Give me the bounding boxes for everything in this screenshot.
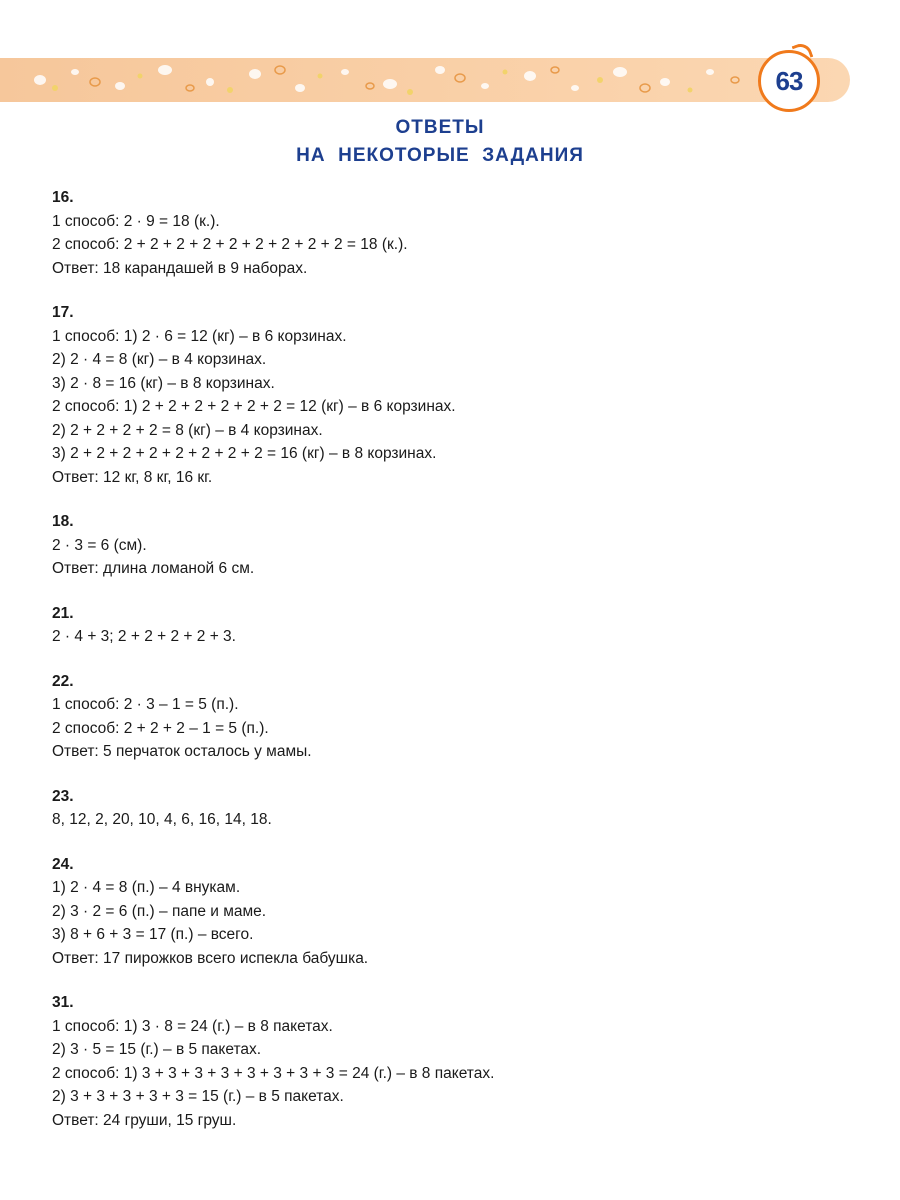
answer-line: 2 способ: 2 + 2 + 2 – 1 = 5 (п.). xyxy=(52,719,269,737)
answer-line: 3) 8 + 6 + 3 = 17 (п.) – всего. xyxy=(52,926,254,943)
answer-line: 2) 2 · 4 = 8 (кг) – в 4 корзинах. xyxy=(52,351,267,368)
answer-line: 1 способ: 2 · 9 = 18 (к.). xyxy=(52,212,220,230)
answer-block xyxy=(52,602,852,649)
answer-block xyxy=(52,301,852,489)
answers-list xyxy=(52,186,852,1153)
task-number: 16. xyxy=(52,189,74,206)
task-number: 21. xyxy=(52,604,74,622)
task-number: 24. xyxy=(52,855,74,873)
title-line-1: ОТВЕТЫ xyxy=(395,117,485,138)
answer-line: 2 · 3 = 6 (см). xyxy=(52,536,147,554)
answer-block xyxy=(52,670,852,764)
task-number: 17. xyxy=(52,304,74,321)
task-number: 18. xyxy=(52,513,74,530)
answer-line: 8, 12, 2, 20, 10, 4, 6, 16, 14, 18. xyxy=(52,811,272,828)
task-number: 22. xyxy=(52,672,74,690)
answer-line: 1 способ: 1) 3 · 8 = 24 (г.) – в 8 пакетах. xyxy=(52,1017,333,1035)
answer-line: Ответ: 5 перчаток осталось у мамы. xyxy=(52,743,312,760)
answer-line: Ответ: 18 карандашей в 9 наборах. xyxy=(52,259,308,277)
answer-line: 2 способ: 1) 2 + 2 + 2 + 2 + 2 + 2 = 12 (кг) – в 6 корзинах. xyxy=(52,398,456,415)
answer-line: 2 способ: 1) 3 + 3 + 3 + 3 + 3 + 3 + 3 + 3 = 24 (г.) – в 8 пакетах. xyxy=(52,1064,495,1082)
answer-line: 1) 2 · 4 = 8 (п.) – 4 внукам. xyxy=(52,879,241,896)
answer-line: 2 способ: 2 + 2 + 2 + 2 + 2 + 2 + 2 + 2 + 2 = 18 (к.). xyxy=(52,236,408,253)
header-banner xyxy=(0,58,850,102)
title-line-2: НА НЕКОТОРЫЕ ЗАДАНИЯ xyxy=(296,145,584,166)
page-number: 63 xyxy=(775,65,803,96)
answer-block xyxy=(52,510,852,581)
answer-line: Ответ: длина ломаной 6 см. xyxy=(52,560,255,577)
answer-line: 2) 3 · 5 = 15 (г.) – в 5 пакетах. xyxy=(52,1041,262,1058)
task-number: 23. xyxy=(52,787,74,805)
answer-line: Ответ: 24 груши, 15 груш. xyxy=(52,1111,237,1129)
answer-line: 1 способ: 2 · 3 – 1 = 5 (п.). xyxy=(52,696,239,713)
answer-line: 1 способ: 1) 2 · 6 = 12 (кг) – в 6 корзинах. xyxy=(52,327,347,345)
task-number: 31. xyxy=(52,994,74,1011)
answer-line: Ответ: 17 пирожков всего испекла бабушка. xyxy=(52,949,369,967)
answer-line: 2 · 4 + 3; 2 + 2 + 2 + 2 + 3. xyxy=(52,628,236,645)
answer-line: 2) 2 + 2 + 2 + 2 = 8 (кг) – в 4 корзинах. xyxy=(52,421,323,439)
answer-line: 3) 2 · 8 = 16 (кг) – в 8 корзинах. xyxy=(52,374,275,392)
answer-line: 2) 3 · 2 = 6 (п.) – папе и маме. xyxy=(52,902,267,920)
banner-dots-decoration xyxy=(0,58,850,102)
badge-stem-decoration xyxy=(792,41,814,63)
answer-line: 3) 2 + 2 + 2 + 2 + 2 + 2 + 2 + 2 = 16 (кг) – в 8 корзинах. xyxy=(52,445,437,462)
answer-block xyxy=(52,186,852,280)
page-title xyxy=(0,114,880,170)
answer-line: 2) 3 + 3 + 3 + 3 + 3 = 15 (г.) – в 5 пакетах. xyxy=(52,1088,344,1105)
answer-block xyxy=(52,991,852,1132)
answer-line: Ответ: 12 кг, 8 кг, 16 кг. xyxy=(52,468,213,486)
answer-block xyxy=(52,785,852,832)
page-number-badge xyxy=(758,50,820,112)
answer-block xyxy=(52,853,852,971)
